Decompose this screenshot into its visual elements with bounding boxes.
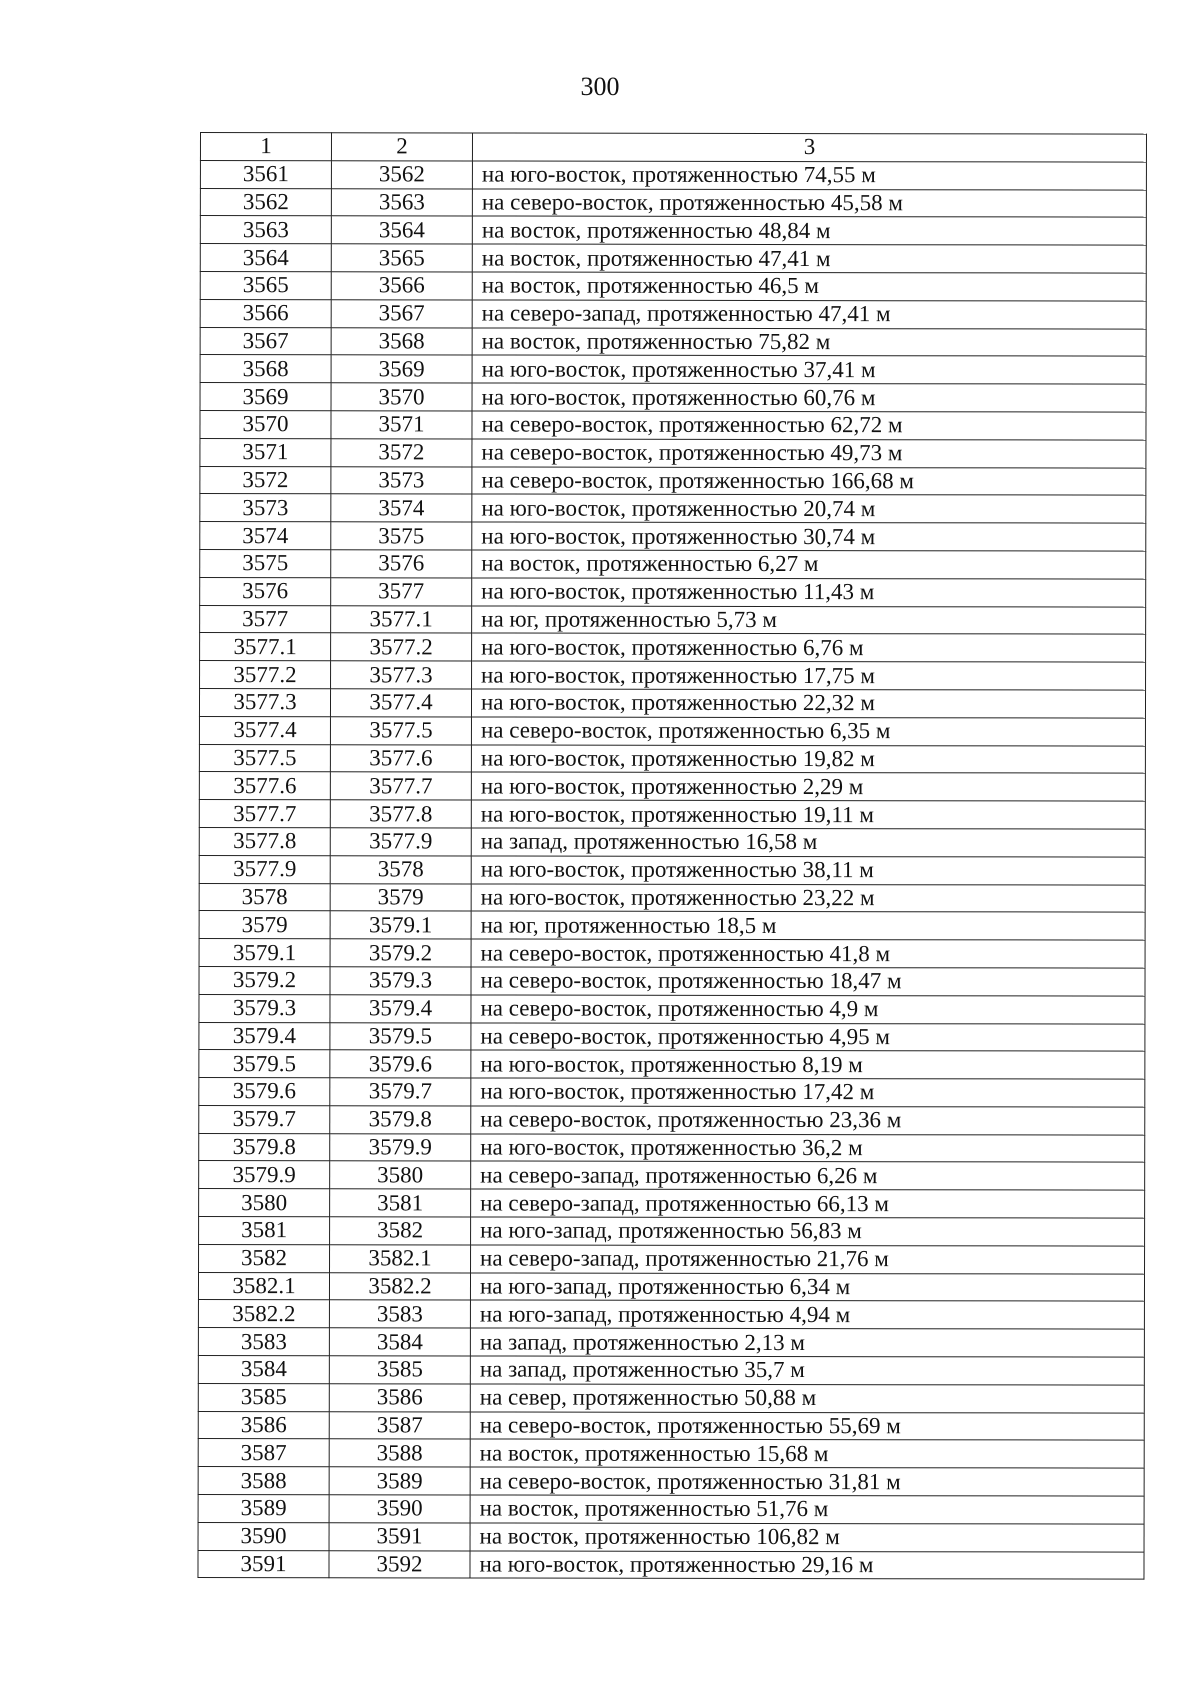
cell-from-point: 3569 (200, 383, 331, 411)
table-body (198, 133, 1147, 1580)
table-row (199, 688, 1145, 717)
column-header-description: 3 (472, 133, 1146, 162)
cell-from-point: 3577.1 (200, 633, 331, 661)
cell-from-point: 3561 (200, 160, 331, 188)
cell-from-point: 3585 (198, 1383, 329, 1411)
cell-description: на юго-восток, протяженностью 29,16 м (470, 1551, 1144, 1580)
cell-from-point: 3575 (200, 549, 331, 577)
cell-description: на юго-запад, протяженностью 6,34 м (470, 1273, 1144, 1302)
cell-to-point: 3577.8 (330, 800, 471, 828)
table-row (198, 1495, 1144, 1524)
table-row (198, 1383, 1144, 1412)
cell-to-point: 3587 (329, 1411, 470, 1439)
table-row (200, 327, 1146, 356)
cell-description: на восток, протяженностью 15,68 м (470, 1439, 1144, 1468)
cell-description: на северо-запад, протяженностью 6,26 м (471, 1161, 1145, 1190)
cell-to-point: 3591 (329, 1523, 470, 1551)
cell-to-point: 3579.4 (330, 994, 471, 1022)
cell-from-point: 3577.6 (199, 772, 330, 800)
table-row (199, 1244, 1145, 1273)
table-row (200, 271, 1146, 300)
cell-to-point: 3579.5 (330, 1022, 471, 1050)
table-row (198, 1522, 1144, 1551)
cell-description: на северо-запад, протяженностью 21,76 м (471, 1245, 1145, 1274)
cell-to-point: 3579.2 (330, 939, 471, 967)
table-row (200, 661, 1146, 690)
cell-from-point: 3568 (200, 355, 331, 383)
cell-description: на северо-восток, протяженностью 31,81 м (470, 1467, 1144, 1496)
table-row (199, 1161, 1145, 1190)
cell-description: на северо-запад, протяженностью 66,13 м (471, 1189, 1145, 1218)
cell-to-point: 3572 (331, 438, 472, 466)
cell-description: на юго-восток, протяженностью 17,75 м (472, 661, 1146, 690)
cell-from-point: 3577.2 (200, 661, 331, 689)
cell-from-point: 3579.1 (199, 939, 330, 967)
cell-from-point: 3577.4 (199, 716, 330, 744)
cell-to-point: 3576 (331, 550, 472, 578)
cell-description: на юг, протяженностью 5,73 м (472, 606, 1146, 635)
cell-description: на юго-восток, протяженностью 2,29 м (471, 772, 1145, 801)
cell-to-point: 3585 (329, 1356, 470, 1384)
cell-to-point: 3569 (331, 355, 472, 383)
table-row (199, 1022, 1145, 1051)
cell-to-point: 3575 (331, 522, 472, 550)
cell-description: на северо-запад, протяженностью 47,41 м (472, 300, 1146, 329)
cell-to-point: 3582 (330, 1217, 471, 1245)
table-row (199, 772, 1145, 801)
cell-to-point: 3577.1 (331, 605, 472, 633)
cell-description: на восток, протяженностью 47,41 м (472, 244, 1146, 273)
cell-description: на северо-восток, протяженностью 41,8 м (471, 939, 1145, 968)
cell-description: на юго-восток, протяженностью 60,76 м (472, 383, 1146, 412)
cell-description: на запад, протяженностью 16,58 м (471, 828, 1145, 857)
cell-description: на северо-восток, протяженностью 6,35 м (471, 717, 1145, 746)
cell-to-point: 3564 (331, 216, 472, 244)
table-row (199, 855, 1145, 884)
cell-to-point: 3574 (331, 494, 472, 522)
cell-to-point: 3582.2 (329, 1272, 470, 1300)
cell-from-point: 3579.7 (199, 1105, 330, 1133)
cell-to-point: 3584 (329, 1328, 470, 1356)
cell-to-point: 3579.1 (330, 911, 471, 939)
cell-to-point: 3577.3 (331, 661, 472, 689)
cell-from-point: 3574 (200, 522, 331, 550)
table-row (200, 188, 1146, 217)
cell-description: на юго-запад, протяженностью 56,83 м (471, 1217, 1145, 1246)
cell-description: на юго-восток, протяженностью 11,43 м (472, 578, 1146, 607)
table-row (199, 994, 1145, 1023)
cell-from-point: 3567 (200, 327, 331, 355)
cell-from-point: 3566 (200, 299, 331, 327)
cell-to-point: 3579.6 (330, 1050, 471, 1078)
table-row (199, 911, 1145, 940)
cell-description: на юго-восток, протяженностью 6,76 м (472, 633, 1146, 662)
cell-to-point: 3579.7 (330, 1078, 471, 1106)
cell-description: на юго-восток, протяженностью 36,2 м (471, 1134, 1145, 1163)
cell-from-point: 3589 (198, 1495, 329, 1523)
cell-to-point: 3580 (330, 1161, 471, 1189)
cell-from-point: 3565 (200, 271, 331, 299)
table-row (200, 549, 1146, 578)
table-row (198, 1272, 1144, 1301)
table-row (200, 410, 1146, 439)
cell-description: на северо-восток, протяженностью 18,47 м (471, 967, 1145, 996)
table-row (199, 1105, 1145, 1134)
table-row (199, 966, 1145, 995)
table-row (199, 1050, 1145, 1079)
cell-to-point: 3562 (331, 161, 472, 189)
cell-to-point: 3579.8 (330, 1106, 471, 1134)
column-header-to: 2 (331, 133, 472, 161)
cell-from-point: 3580 (199, 1189, 330, 1217)
column-header-from: 1 (200, 133, 331, 161)
cell-description: на юго-восток, протяженностью 30,74 м (472, 522, 1146, 551)
cell-from-point: 3579.2 (199, 966, 330, 994)
cell-description: на юго-восток, протяженностью 38,11 м (471, 856, 1145, 885)
cell-description: на юго-восток, протяженностью 74,55 м (472, 161, 1146, 190)
table-row (198, 1300, 1144, 1329)
cell-from-point: 3577.8 (199, 827, 330, 855)
table-row (199, 1133, 1145, 1162)
cell-description: на северо-восток, протяженностью 166,68 м (472, 467, 1146, 496)
cell-description: на восток, протяженностью 6,27 м (472, 550, 1146, 579)
cell-from-point: 3590 (198, 1522, 329, 1550)
cell-from-point: 3582.2 (198, 1300, 329, 1328)
cell-description: на северо-восток, протяженностью 23,36 м (471, 1106, 1145, 1135)
table-row (199, 1217, 1145, 1246)
cell-to-point: 3583 (329, 1300, 470, 1328)
table-row (200, 466, 1146, 495)
cell-from-point: 3579.8 (199, 1133, 330, 1161)
table-row (200, 216, 1146, 245)
cell-from-point: 3578 (199, 883, 330, 911)
cell-description: на юго-восток, протяженностью 17,42 м (471, 1078, 1145, 1107)
cell-from-point: 3584 (198, 1356, 329, 1384)
cell-description: на юго-восток, протяженностью 23,22 м (471, 883, 1145, 912)
cell-to-point: 3579 (330, 883, 471, 911)
cell-to-point: 3570 (331, 383, 472, 411)
table-row (200, 160, 1146, 189)
cell-description: на юго-восток, протяженностью 8,19 м (471, 1050, 1145, 1079)
table-row (199, 827, 1145, 856)
table-row (198, 1328, 1144, 1357)
table-row (198, 1356, 1144, 1385)
cell-from-point: 3579.3 (199, 994, 330, 1022)
cell-to-point: 3577.6 (330, 744, 471, 772)
cell-from-point: 3579.6 (199, 1078, 330, 1106)
cell-description: на северо-восток, протяженностью 4,95 м (471, 1022, 1145, 1051)
cell-description: на юго-запад, протяженностью 4,94 м (470, 1300, 1144, 1329)
cell-description: на юг, протяженностью 18,5 м (471, 911, 1145, 940)
cell-to-point: 3581 (330, 1189, 471, 1217)
cell-from-point: 3579.9 (199, 1161, 330, 1189)
cell-description: на юго-восток, протяженностью 22,32 м (471, 689, 1145, 718)
table-row (200, 383, 1146, 412)
cell-description: на северо-восток, протяженностью 4,9 м (471, 995, 1145, 1024)
table-row (200, 438, 1146, 467)
cell-to-point: 3588 (329, 1439, 470, 1467)
table-row (198, 1439, 1144, 1468)
cell-from-point: 3588 (198, 1467, 329, 1495)
table-row (200, 633, 1146, 662)
cell-description: на восток, протяженностью 51,76 м (470, 1495, 1144, 1524)
table-row (199, 1189, 1145, 1218)
cell-description: на восток, протяженностью 106,82 м (470, 1523, 1144, 1552)
table-row (199, 744, 1145, 773)
cell-to-point: 3578 (330, 855, 471, 883)
cell-from-point: 3591 (198, 1550, 329, 1578)
page-number: 300 (580, 72, 620, 101)
table-row (199, 1078, 1145, 1107)
table-row (200, 299, 1146, 328)
cell-description: на северо-восток, протяженностью 45,58 м (472, 189, 1146, 218)
cell-to-point: 3563 (331, 188, 472, 216)
cell-from-point: 3577.7 (199, 800, 330, 828)
cell-to-point: 3590 (329, 1495, 470, 1523)
cell-description: на север, протяженностью 50,88 м (470, 1384, 1144, 1413)
cell-from-point: 3571 (200, 438, 331, 466)
cell-description: на юго-восток, протяженностью 37,41 м (472, 355, 1146, 384)
cell-to-point: 3566 (331, 272, 472, 300)
table-header-row (200, 133, 1146, 162)
cell-from-point: 3577 (200, 605, 331, 633)
cell-to-point: 3571 (331, 411, 472, 439)
cell-to-point: 3577.9 (330, 828, 471, 856)
cell-to-point: 3589 (329, 1467, 470, 1495)
table-row (200, 577, 1146, 606)
cell-from-point: 3562 (200, 188, 331, 216)
cell-from-point: 3577.9 (199, 855, 330, 883)
cell-from-point: 3579.4 (199, 1022, 330, 1050)
table-row (200, 522, 1146, 551)
cell-from-point: 3582 (199, 1244, 330, 1272)
cell-description: на восток, протяженностью 75,82 м (472, 328, 1146, 357)
cell-description: на юго-восток, протяженностью 20,74 м (472, 494, 1146, 523)
cell-description: на запад, протяженностью 35,7 м (470, 1356, 1144, 1385)
cell-from-point: 3576 (200, 577, 331, 605)
cell-to-point: 3565 (331, 244, 472, 272)
cell-to-point: 3592 (329, 1550, 470, 1578)
table-row (199, 716, 1145, 745)
cell-from-point: 3579 (199, 911, 330, 939)
cell-to-point: 3568 (331, 327, 472, 355)
cell-to-point: 3573 (331, 466, 472, 494)
cell-to-point: 3577.7 (330, 772, 471, 800)
table-row (198, 1550, 1144, 1579)
table-row (199, 883, 1145, 912)
cell-description: на восток, протяженностью 46,5 м (472, 272, 1146, 301)
cell-from-point: 3579.5 (199, 1050, 330, 1078)
boundary-table (197, 132, 1147, 1580)
cell-to-point: 3577 (331, 577, 472, 605)
cell-description: на юго-восток, протяженностью 19,11 м (471, 800, 1145, 829)
table-row (198, 1411, 1144, 1440)
cell-to-point: 3577.4 (330, 689, 471, 717)
cell-from-point: 3582.1 (198, 1272, 329, 1300)
cell-to-point: 3586 (329, 1384, 470, 1412)
cell-description: на северо-восток, протяженностью 49,73 м (472, 439, 1146, 468)
cell-description: на запад, протяженностью 2,13 м (470, 1328, 1144, 1357)
table-row (200, 244, 1146, 273)
cell-from-point: 3586 (198, 1411, 329, 1439)
cell-to-point: 3577.2 (331, 633, 472, 661)
cell-from-point: 3581 (199, 1217, 330, 1245)
table-row (199, 939, 1145, 968)
cell-from-point: 3577.3 (199, 688, 330, 716)
cell-to-point: 3579.3 (330, 967, 471, 995)
cell-description: на восток, протяженностью 48,84 м (472, 216, 1146, 245)
table-row (200, 494, 1146, 523)
cell-from-point: 3587 (198, 1439, 329, 1467)
cell-from-point: 3573 (200, 494, 331, 522)
cell-from-point: 3572 (200, 466, 331, 494)
cell-to-point: 3582.1 (330, 1245, 471, 1273)
cell-from-point: 3563 (200, 216, 331, 244)
cell-to-point: 3577.5 (330, 716, 471, 744)
table-row (198, 1467, 1144, 1496)
cell-description: на северо-восток, протяженностью 62,72 м (472, 411, 1146, 440)
cell-description: на юго-восток, протяженностью 19,82 м (471, 745, 1145, 774)
table-row (199, 800, 1145, 829)
cell-from-point: 3570 (200, 410, 331, 438)
cell-to-point: 3579.9 (330, 1133, 471, 1161)
cell-from-point: 3583 (198, 1328, 329, 1356)
cell-to-point: 3567 (331, 300, 472, 328)
cell-from-point: 3577.5 (199, 744, 330, 772)
cell-description: на северо-восток, протяженностью 55,69 м (470, 1412, 1144, 1441)
table-row (200, 355, 1146, 384)
cell-from-point: 3564 (200, 244, 331, 272)
table-row (200, 605, 1146, 634)
